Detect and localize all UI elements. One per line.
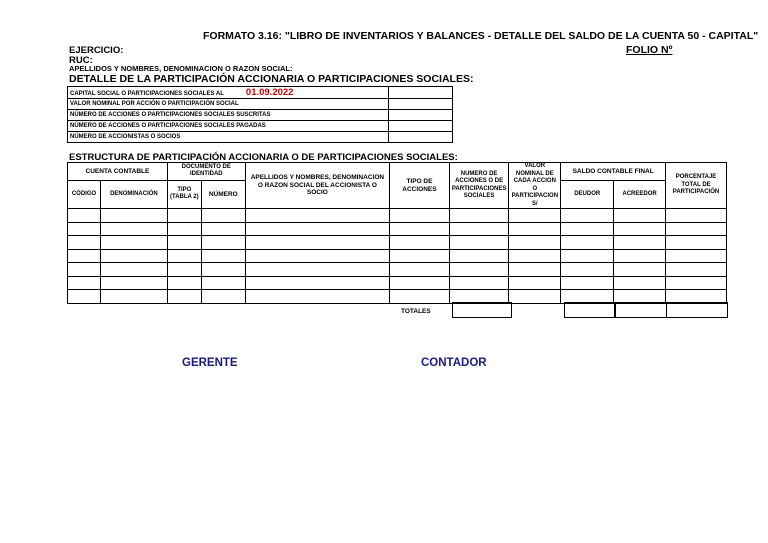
table-cell[interactable] [68,222,101,236]
table-row[interactable] [68,276,727,290]
table-cell[interactable] [68,209,101,223]
table-cell[interactable] [201,222,245,236]
table-cell[interactable] [167,276,201,290]
table-cell[interactable] [614,290,666,304]
table-cell[interactable] [100,236,167,250]
header-tipo-acciones: TIPO DE ACCIONES [390,163,450,209]
table-cell[interactable] [68,236,101,250]
capital-date: 01.09.2022 [245,87,294,98]
table-cell[interactable] [201,276,245,290]
header-denominacion: DENOMINACIÓN [100,180,167,208]
table-row[interactable] [68,249,727,263]
total-acreedor-box[interactable] [614,302,667,318]
table-cell[interactable] [666,276,727,290]
row-label: NÚMERO DE ACCIONISTAS O SOCIOS [68,132,389,143]
total-porcentaje-box[interactable] [666,302,728,318]
table-cell[interactable] [201,263,245,277]
table-row [68,87,453,99]
ejercicio-label: EJERCICIO: [69,45,124,56]
table-cell[interactable] [509,276,561,290]
header-valor-nominal: VALOR NOMINAL DE CADA ACCION O PARTICIPACION S/ [509,163,561,209]
participacion-section-title: DETALLE DE LA PARTICIPACIÓN ACCIONARIA O PARTICIPACIONES SOCIALES: [69,73,474,85]
table-cell[interactable] [390,222,450,236]
table-cell[interactable] [245,290,389,304]
table-cell[interactable] [100,276,167,290]
table-cell[interactable] [614,263,666,277]
table-cell[interactable] [201,290,245,304]
gerente-signature-label: GERENTE [182,357,238,369]
table-cell[interactable] [245,276,389,290]
table-cell[interactable] [509,290,561,304]
table-cell[interactable] [561,290,614,304]
table-cell[interactable] [167,209,201,223]
page-title: FORMATO 3.16: "LIBRO DE INVENTARIOS Y BALANCES - DETALLE DEL SALDO DE LA CUENTA 50 - CAPITAL" [203,30,759,42]
table-cell[interactable] [561,236,614,250]
table-cell[interactable] [449,290,508,304]
table-cell[interactable] [666,209,727,223]
table-cell[interactable] [201,209,245,223]
folio-label: FOLIO Nº [626,44,673,56]
table-cell[interactable] [666,249,727,263]
contador-signature-label: CONTADOR [421,357,487,369]
table-cell[interactable] [68,290,101,304]
table-cell[interactable] [509,222,561,236]
table-cell[interactable] [509,263,561,277]
ruc-label: RUC: [69,55,93,66]
table-row [68,132,453,143]
table-row[interactable] [68,222,727,236]
table-cell[interactable] [666,236,727,250]
table-cell[interactable] [509,249,561,263]
value-cell[interactable] [389,110,453,121]
header-saldo: SALDO CONTABLE FINAL [561,163,666,181]
table-cell[interactable] [390,263,450,277]
table-cell[interactable] [390,236,450,250]
table-cell[interactable] [167,249,201,263]
table-cell[interactable] [100,263,167,277]
table-cell[interactable] [100,249,167,263]
participacion-table [67,86,453,143]
header-porcentaje: PORCENTAJE TOTAL DE PARTICIPACIÓN [666,163,727,209]
value-cell[interactable] [389,99,453,110]
header-documento: DOCUMENTO DE IDENTIDAD [167,163,245,181]
table-cell[interactable] [68,263,101,277]
header-row [68,163,727,181]
table-cell[interactable] [100,290,167,304]
table-cell[interactable] [68,249,101,263]
table-cell[interactable] [245,236,389,250]
header-num-acciones: NUMERO DE ACCIONES O DE PARTICIPACIONES SOCIALES [449,163,508,209]
estructura-section-title: ESTRUCTURA DE PARTICIPACIÓN ACCIONARIA O DE PARTICIPACIONES SOCIALES: [69,152,458,163]
row-label: NÚMERO DE ACCIONES O PARTICIPACIONES SOCIALES SUSCRITAS [68,110,389,121]
total-deudor-box[interactable] [564,302,616,318]
table-cell[interactable] [561,209,614,223]
table-cell[interactable] [390,209,450,223]
table-row [68,99,453,110]
table-cell[interactable] [167,263,201,277]
table-row[interactable] [68,236,727,250]
header-apellidos: APELLIDOS Y NOMBRES, DENOMINACION O RAZON SOCIAL DEL ACCIONISTA O SOCIO [245,163,389,209]
table-cell[interactable] [167,290,201,304]
table-cell[interactable] [561,222,614,236]
table-cell[interactable] [245,263,389,277]
header-acreedor: ACREEDOR [614,180,666,208]
table-cell[interactable] [509,209,561,223]
value-cell[interactable] [389,132,453,143]
table-cell[interactable] [449,263,508,277]
value-cell[interactable] [389,121,453,132]
table-cell[interactable] [245,209,389,223]
table-cell[interactable] [614,249,666,263]
table-cell[interactable] [449,209,508,223]
table-cell[interactable] [614,222,666,236]
header-numero: NÚMERO [201,180,245,208]
table-cell[interactable] [449,236,508,250]
table-cell[interactable] [561,276,614,290]
razon-social-label: APELLIDOS Y NOMBRES, DENOMINACION O RAZON SOCIAL: [69,64,293,73]
table-row [68,121,453,132]
row-label: VALOR NOMINAL POR ACCIÓN O PARTICIPACIÓN SOCIAL [68,99,389,110]
table-row [68,110,453,121]
table-cell[interactable] [100,222,167,236]
table-cell[interactable] [666,222,727,236]
table-cell[interactable] [509,236,561,250]
header-deudor: DEUDOR [561,180,614,208]
table-cell[interactable] [449,249,508,263]
table-cell[interactable] [614,209,666,223]
table-cell[interactable] [201,249,245,263]
header-tipo: TIPO (TABLA 2) [167,180,201,208]
value-cell[interactable] [389,87,453,99]
table-cell[interactable] [666,263,727,277]
table-cell [68,87,389,99]
table-cell[interactable] [561,263,614,277]
row-label: NÚMERO DE ACCIONES O PARTICIPACIONES SOCIALES PAGADAS [68,121,389,132]
table-cell[interactable] [167,236,201,250]
table-cell[interactable] [614,276,666,290]
table-cell[interactable] [666,290,727,304]
table-cell[interactable] [68,276,101,290]
table-cell[interactable] [201,236,245,250]
table-cell[interactable] [390,290,450,304]
row-label: CAPITAL SOCIAL O PARTICIPACIONES SOCIALES AL [70,91,224,97]
table-cell[interactable] [100,209,167,223]
table-cell[interactable] [614,236,666,250]
totales-label: TOTALES [401,308,431,315]
header-codigo: CÓDIGO [68,180,101,208]
table-row[interactable] [68,290,727,304]
total-num-acciones-box[interactable] [452,302,512,318]
table-cell[interactable] [245,249,389,263]
table-cell[interactable] [390,249,450,263]
table-cell[interactable] [449,276,508,290]
estructura-table [67,162,727,304]
table-cell[interactable] [449,222,508,236]
header-cuenta-contable: CUENTA CONTABLE [68,163,168,181]
table-cell[interactable] [245,222,389,236]
table-row[interactable] [68,209,727,223]
table-row[interactable] [68,263,727,277]
table-cell[interactable] [561,249,614,263]
table-cell[interactable] [390,276,450,290]
table-cell[interactable] [167,222,201,236]
